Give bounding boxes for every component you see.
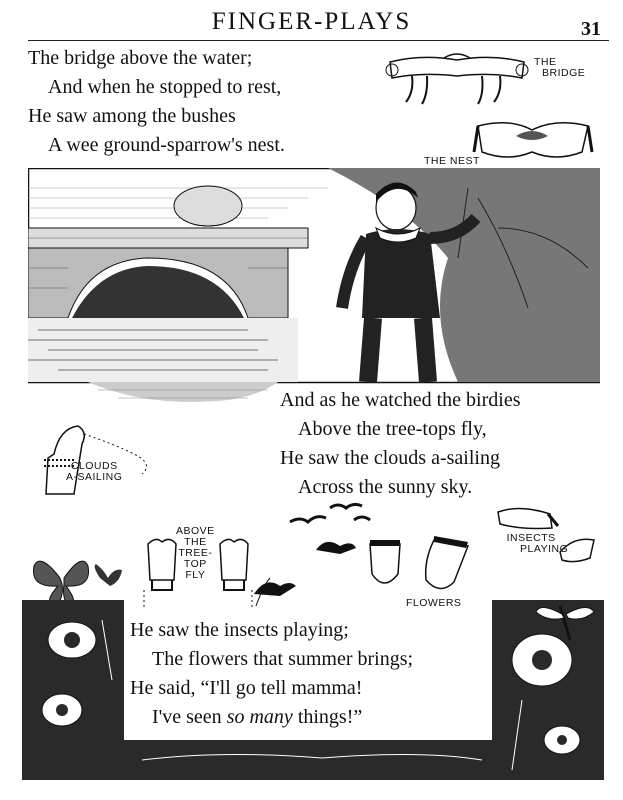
page-number: 31 xyxy=(581,18,601,40)
treetop-caption-line-2: THE xyxy=(184,536,207,548)
dragonfly-illustration xyxy=(530,596,600,646)
verse-1-line-2: And when he stopped to rest, xyxy=(48,76,282,98)
verse-1-line-1: The bridge above the water; xyxy=(28,47,253,69)
insects-caption-line-2: PLAYING xyxy=(520,543,569,555)
verse-3-line-3: He said, “I'll go tell mamma! xyxy=(130,677,363,699)
verse-2-line-3: He saw the clouds a-sailing xyxy=(280,447,500,469)
treetop-caption-line-4: TOP xyxy=(183,558,207,570)
treetop-caption-line-1: ABOVE xyxy=(176,525,215,537)
bridge-hands-illustration xyxy=(382,50,532,108)
verse-3-line-4 xyxy=(130,703,413,732)
clouds-caption-line-1: CLOUDS xyxy=(70,460,118,472)
verse-2-line-4: Across the sunny sky. xyxy=(298,476,473,498)
verse-3-emphasis-many: many xyxy=(249,706,293,728)
verse-3-emphasis-so: so xyxy=(226,706,245,728)
treetop-caption xyxy=(176,526,215,581)
nest-hands-illustration xyxy=(470,112,595,166)
treetop-caption-line-3: TREE- xyxy=(178,547,213,559)
header-rule xyxy=(28,40,609,41)
clouds-hand-illustration xyxy=(34,414,164,504)
clouds-caption xyxy=(66,461,122,483)
insects-caption xyxy=(494,533,568,555)
flowers-hands-illustration xyxy=(364,530,480,604)
nest-caption: THE NEST xyxy=(424,155,480,167)
insects-caption-line-1: INSECTS xyxy=(506,532,556,544)
verse-3 xyxy=(130,616,413,732)
verse-1-line-4: A wee ground-sparrow's nest. xyxy=(48,134,285,156)
verse-3-line-2: The flowers that summer brings; xyxy=(152,648,414,670)
verse-2 xyxy=(280,386,520,502)
page-title: FINGER-PLAYS xyxy=(211,8,412,35)
page-header xyxy=(0,0,623,44)
bridge-caption-line-2: BRIDGE xyxy=(542,67,586,79)
verse-2-line-1: And as he watched the birdies xyxy=(280,389,521,411)
treetop-caption-line-5: FLY xyxy=(185,569,206,581)
bridge-caption-line-1: THE xyxy=(534,56,557,68)
verse-3-line-1: He saw the insects playing; xyxy=(130,619,349,641)
bridge-caption xyxy=(534,57,585,79)
flowers-caption: FLOWERS xyxy=(406,597,462,609)
verse-1-line-3: He saw among the bushes xyxy=(28,105,236,127)
verse-1 xyxy=(28,44,285,160)
verse-3-line-4-end: things!” xyxy=(292,706,363,728)
verse-3-line-4-start: I've seen xyxy=(152,706,227,728)
verse-2-line-2: Above the tree-tops fly, xyxy=(298,418,487,440)
clouds-caption-line-2: A-SAILING xyxy=(66,471,123,483)
